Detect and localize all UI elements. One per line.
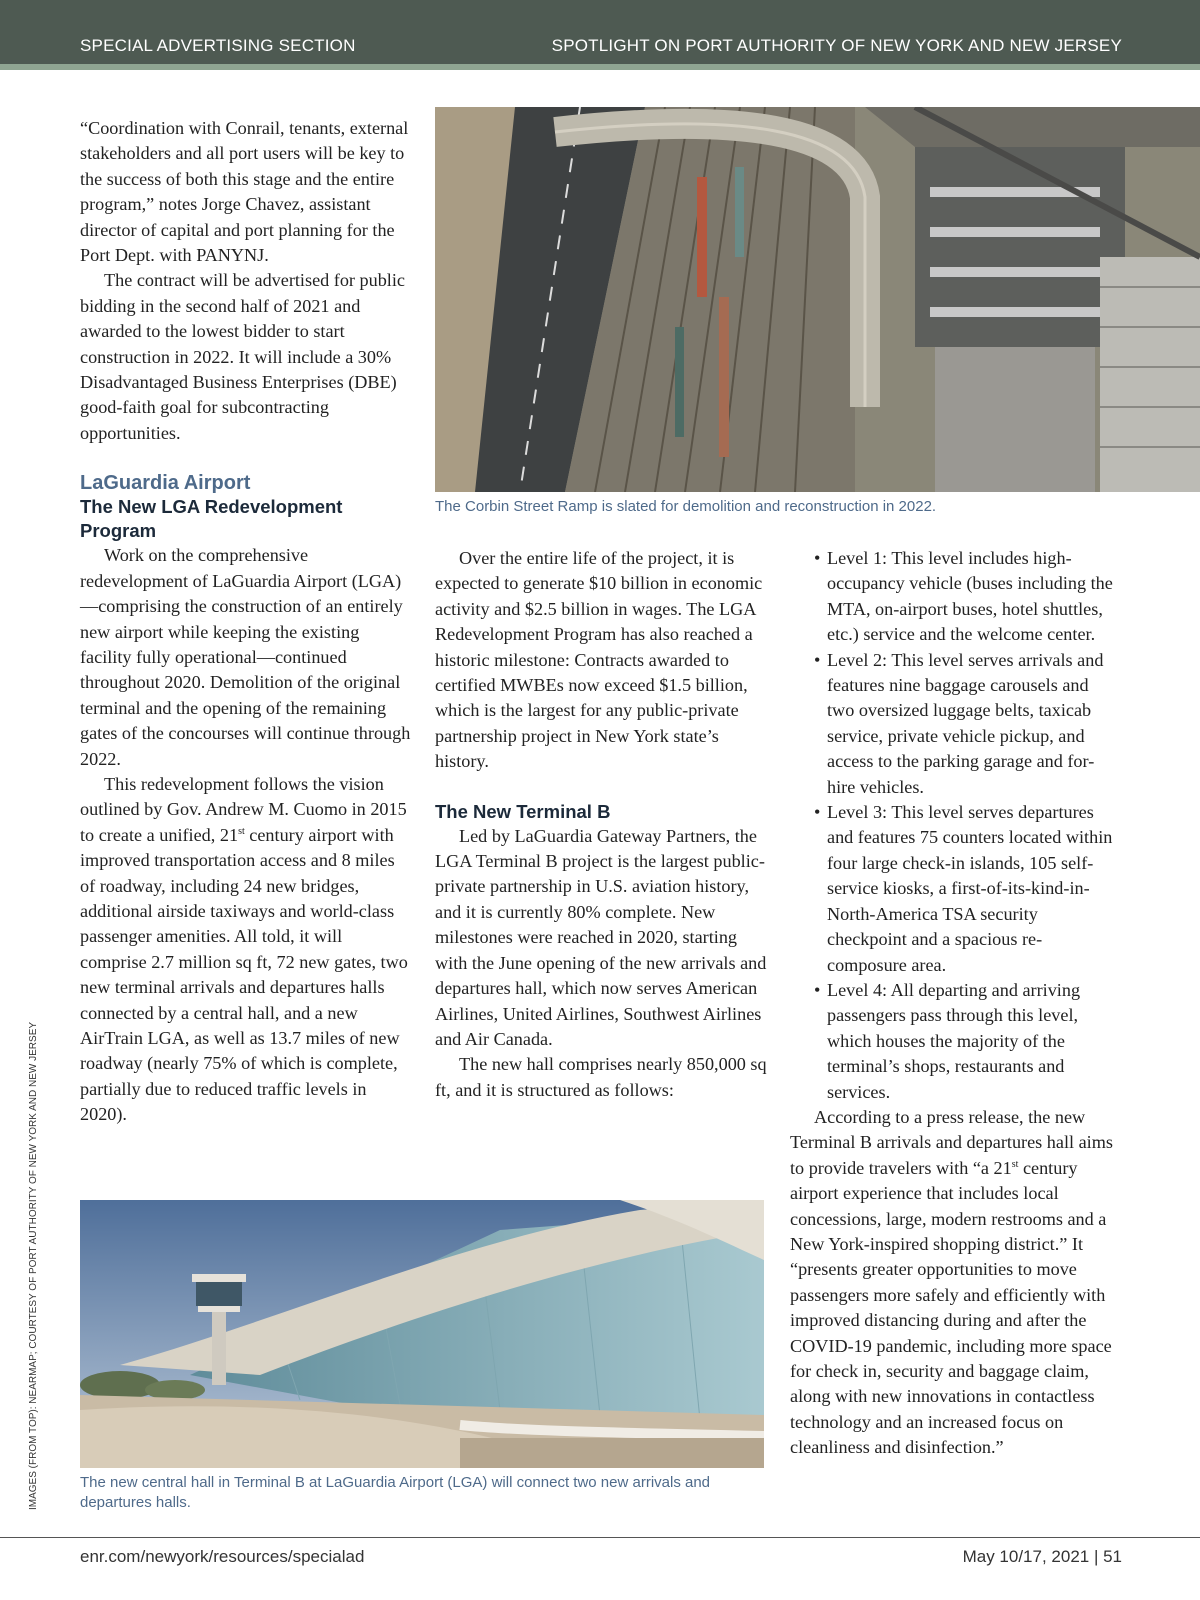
subheading-terminal-b: The New Terminal B [435, 800, 611, 822]
section-heading-laguardia: LaGuardia Airport [80, 472, 251, 495]
footer-date-page-number: May 10/17, 2021 | 51 [962, 1547, 1122, 1566]
paragraph-new-hall: The new hall comprises nearly 850,000 sq ft, and it is structured as follows: [435, 1054, 767, 1100]
header-section-label: SPECIAL ADVERTISING SECTION [80, 36, 356, 55]
aerial-photo-corbin-street-ramp [435, 107, 1200, 492]
terminal-levels-list [790, 546, 1120, 1105]
terminal-b-central-hall-photo [80, 1200, 764, 1468]
paragraph-press-release: According to a press release, the new Terminal B arrivals and departures hall aims to provide travelers with “a 21st century airport experience that includes local concessions, large, modern restrooms and a New York-inspired shopping district.” It “presents greater opportunities to move passengers more safely and efficiently with improved distancing during and after the COVID-19 pandemic, including more space for check in, security and baggage claim, along with new innovations in contactless technology and an increased focus on cleanliness and disinfection.” [790, 1106, 1113, 1458]
caption-aerial-photo: The Corbin Street Ramp is slated for demolition and reconstruction in 2022. [435, 498, 937, 515]
level-item: • Level 2: This level serves arrivals and features nine baggage carousels and two oversized luggage belts, taxicab service, private vehicle pickup, and access to the parking garage and for-hire vehicles. [814, 649, 1104, 797]
paragraph-economic-impact: Over the entire life of the project, it is expected to generate $10 billion in economic activity and $2.5 billion in wages. The LGA Redevelopment Program has also reached a historic milestone: Contracts awarded to certified MWBEs now exceed $1.5 billion, which is the largest for any public-private partnership project in New York state’s history. [435, 548, 763, 772]
level-item: • Level 3: This level serves departures and features 75 counters located within four large check-in islands, 105 self-service kiosks, a first-of-its-kind-in-North-America TSA security checkpoint and a spacious re-composure area. [814, 802, 1113, 975]
subheading-redevelopment: The New LGA Redevelopment Program [80, 496, 343, 542]
column-right [790, 546, 1120, 1461]
level-item: • Level 1: This level includes high-occupancy vehicle (buses including the MTA, on-airport buses, hotel shuttles, etc.) service and the welcome center. [814, 548, 1113, 645]
paragraph-contract: The contract will be advertised for public bidding in the second half of 2021 and awarded to the lowest bidder to start construction in 2022. It will include a 30% Disadvantaged Business Enterprises (DBE) good-faith goal for subcontracting opportunities. [80, 270, 405, 443]
column-middle [435, 546, 767, 1103]
header-divider [0, 64, 1200, 70]
footer-url: enr.com/newyork/resources/specialad [80, 1547, 365, 1566]
header-spotlight-label: SPOTLIGHT ON PORT AUTHORITY OF NEW YORK AND NEW JERSEY [551, 36, 1122, 55]
level-item: • Level 4: All departing and arriving passengers pass through this level, which houses the majority of the terminal’s shops, restaurants and services. [814, 979, 1081, 1102]
paragraph-quote: “Coordination with Conrail, tenants, external stakeholders and all port users will be key to the success of both this stage and the entire program,” notes Jorge Chavez, assistant director of capital and port planning for the Port Dept. with PANYNJ. [80, 118, 409, 266]
page-header [0, 0, 1200, 64]
column-left [80, 116, 412, 1128]
footer-divider [0, 1537, 1200, 1538]
paragraph-terminal-b: Led by LaGuardia Gateway Partners, the LGA Terminal B project is the largest public-private partnership in U.S. aviation history, and it is currently 80% complete. New milestones were reached in 2020, starting with the June opening of the new arrivals and departures hall, which now serves American Airlines, United Airlines, Southwest Airlines and Air Canada. [435, 825, 767, 1049]
caption-terminal-photo: The new central hall in Terminal B at LaGuardia Airport (LGA) will connect two new arrivals and departures halls. [80, 1474, 711, 1511]
photo-credit: IMAGES (FROM TOP): NEARMAP; COURTESY OF PORT AUTHORITY OF NEW YORK AND NEW JERSEY [28, 1021, 39, 1510]
paragraph-vision: This redevelopment follows the vision outlined by Gov. Andrew M. Cuomo in 2015 to create a unified, 21st century airport with improved transportation access and 8 miles of roadway, including 24 new bridges, additional airside taxiways and world-class passenger amenities. All told, it will comprise 2.7 million sq ft, 72 new gates, two new terminal arrivals and departures halls connected by a central hall, and a new AirTrain LGA, as well as 13.7 miles of new roadway (nearly 75% of which is complete, partially due to reduced traffic levels in 2020). [80, 773, 408, 1125]
paragraph-redevelopment: Work on the comprehensive redevelopment of LaGuardia Airport (LGA)—comprising the construction of an entirely new airport while keeping the existing facility fully operational—continued throughout 2020. Demolition of the original terminal and the opening of the remaining gates of the concourses will continue through 2022. [80, 545, 411, 769]
